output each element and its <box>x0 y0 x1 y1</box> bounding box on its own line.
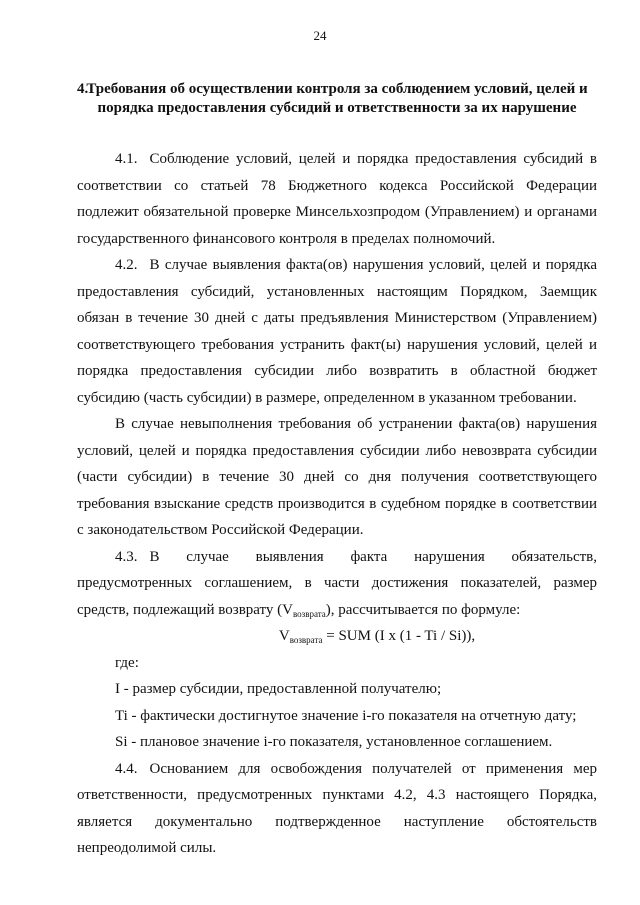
section-heading <box>77 80 597 118</box>
paragraph-text: ), рассчитывается по формуле: <box>325 601 521 618</box>
paragraph-4-2-continued <box>77 411 597 544</box>
paragraph-text: Соблюдение условий, целей и порядка предоставления субсидий в соответствии со статьей 78 Бюджетного кодекса Российской Федерации подлежит обязательной проверке Минсельхозпродом (Управлением) и органами государственного финансового контроля в пределах полномочий. <box>77 151 597 247</box>
paragraph-4-2 <box>77 252 597 411</box>
formula-subscript: возврата <box>289 635 323 645</box>
paragraph-number: 4.3. <box>115 548 138 565</box>
paragraph-text: В случае выявления факта(ов) нарушения условий, целей и порядка предоставления субсидий, установленных настоящим Порядком, Заемщик обязан в течение 30 дней с даты предъявления Министерством (Управлением) соответствующего требования устранить факт(ы) нарушения условий, целей и порядка предоставления субсидии либо возвратить в областной бюджет субсидию (часть субсидии) в размере, определенном в указанном требовании. <box>77 257 597 406</box>
section-title: Требования об осуществлении контроля за соблюдением условий, целей и порядка предоставления субсидий и ответственности за их нарушение <box>86 81 588 116</box>
definition-i: I - размер субсидии, предоставленной получателю; <box>115 681 442 697</box>
definition-si: Si - плановое значение i-го показателя, установленное соглашением. <box>115 734 553 750</box>
section-number: 4. <box>77 81 89 97</box>
paragraph-number: 4.4. <box>115 760 138 777</box>
paragraph-text: В случае невыполнения требования об устранении факта(ов) нарушения условий, целей и порядка предоставления субсидии либо невозврата субсидии (части субсидии) в течение 30 дней со дня получения соответствующего требования взыскание средств производится в судебном порядке в соответствии с законодательством Российской Федерации. <box>77 416 597 538</box>
definition-ti: Ti - фактически достигнутое значение i-го показателя на отчетную дату; <box>115 707 577 724</box>
paragraph-text: Основанием для освобождения получателей от применения мер ответственности, предусмотренных пунктами 4.2, 4.3 настоящего Порядка, является документально подтвержденное наступление обстоятельств непреодолимой силы. <box>77 760 597 856</box>
subscript: возврата <box>292 608 326 619</box>
where-label: где: <box>115 654 139 671</box>
formula-expression: = SUM (I x (1 - Ti / Si)), <box>322 628 476 644</box>
paragraph-4-3 <box>77 544 597 624</box>
paragraph-number: 4.2. <box>115 257 138 273</box>
document-body <box>77 146 597 862</box>
formula <box>77 623 597 650</box>
paragraph-4-1 <box>77 146 597 252</box>
paragraph-4-4 <box>77 756 597 862</box>
paragraph-number: 4.1. <box>115 151 138 167</box>
paragraph-text: В случае выявления факта нарушения обязательств, предусмотренных соглашением, в части достижения показателей, размер средств, подлежащий возврату (V <box>77 548 597 618</box>
formula-variable: V <box>278 628 290 644</box>
page-number: 24 <box>313 28 327 43</box>
